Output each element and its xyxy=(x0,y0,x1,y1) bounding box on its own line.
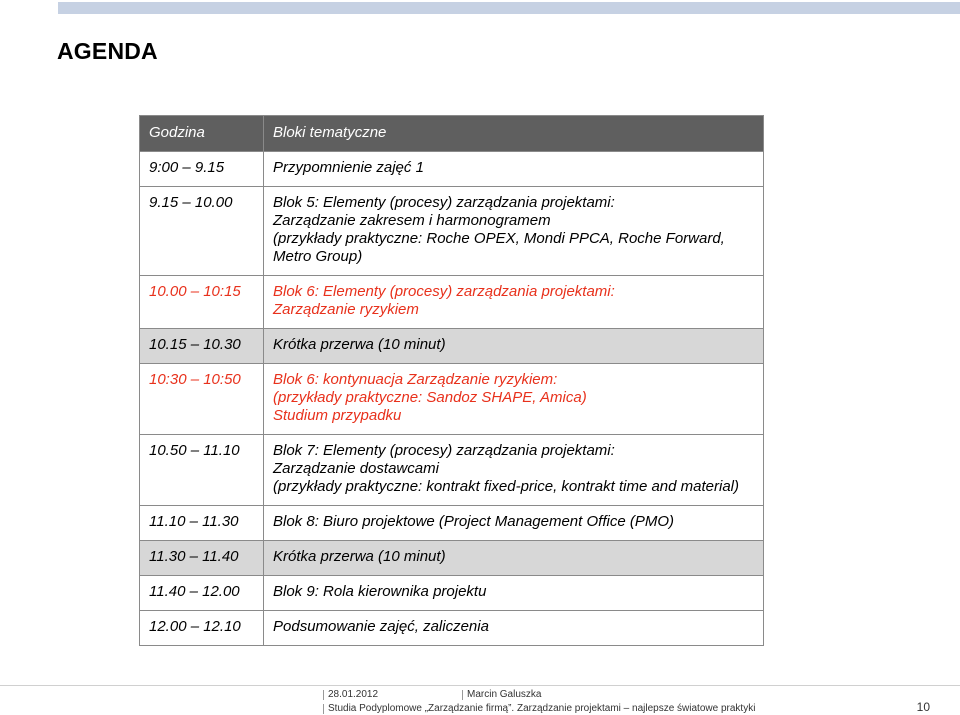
topic-line: Krótka przerwa (10 minut) xyxy=(273,548,446,565)
table-row xyxy=(140,329,764,364)
time-cell: 11.10 – 11.30 xyxy=(140,506,264,541)
topic-line: Blok 9: Rola kierownika projektu xyxy=(273,583,487,600)
topic-line: Blok 7: Elementy (procesy) zarządzania projektami: xyxy=(273,442,615,459)
table-row xyxy=(140,276,764,329)
agenda-body xyxy=(140,152,764,646)
topic-cell xyxy=(264,329,764,364)
footer-separator xyxy=(323,704,324,714)
table-row xyxy=(140,435,764,506)
footer-date: 28.01.2012 xyxy=(328,689,379,700)
topic-cell xyxy=(264,576,764,611)
slide-title: AGENDA xyxy=(57,38,158,64)
topic-cell xyxy=(264,506,764,541)
topic-line: Zarządzanie zakresem i harmonogramem xyxy=(273,212,551,229)
topic-line: Metro Group) xyxy=(273,248,363,265)
topic-cell xyxy=(264,152,764,187)
topic-line: (przykłady praktyczne: Roche OPEX, Mondi PPCA, Roche Forward, xyxy=(273,230,725,247)
topic-line: (przykłady praktyczne: kontrakt fixed-price, kontrakt time and material) xyxy=(273,478,740,495)
header-time: Godzina xyxy=(140,116,264,152)
footer-separator xyxy=(462,690,463,700)
topic-line: Blok 6: Elementy (procesy) zarządzania projektami: xyxy=(273,283,615,300)
topic-cell xyxy=(264,435,764,506)
footer-author: Marcin Galuszka xyxy=(467,689,542,700)
time-cell: 10.50 – 11.10 xyxy=(140,435,264,506)
topic-cell xyxy=(264,187,764,276)
topic-line: Zarządzanie dostawcami xyxy=(273,460,439,477)
time-cell: 11.40 – 12.00 xyxy=(140,576,264,611)
topic-cell xyxy=(264,276,764,329)
time-cell: 10.00 – 10:15 xyxy=(140,276,264,329)
footer-course: Studia Podyplomowe „Zarządzanie firmą”. Zarządzanie projektami – najlepsze światowe praktyki xyxy=(328,703,756,714)
topic-cell xyxy=(264,364,764,435)
time-cell: 12.00 – 12.10 xyxy=(140,611,264,646)
topic-line: (przykłady praktyczne: Sandoz SHAPE, Amica) xyxy=(273,389,587,406)
footer-divider xyxy=(0,685,960,686)
agenda-table xyxy=(139,115,764,646)
top-accent-bar xyxy=(58,2,960,14)
topic-line: Blok 6: kontynuacja Zarządzanie ryzykiem: xyxy=(273,371,558,388)
topic-cell xyxy=(264,611,764,646)
topic-line: Blok 8: Biuro projektowe (Project Management Office (PMO) xyxy=(273,513,674,530)
topic-line: Przypomnienie zajęć 1 xyxy=(273,159,424,176)
time-cell: 11.30 – 11.40 xyxy=(140,541,264,576)
header-topic: Bloki tematyczne xyxy=(264,116,764,152)
topic-line: Podsumowanie zajęć, zaliczenia xyxy=(273,618,489,635)
time-cell: 10:30 – 10:50 xyxy=(140,364,264,435)
time-cell: 10.15 – 10.30 xyxy=(140,329,264,364)
footer-separator xyxy=(323,690,324,700)
table-row xyxy=(140,506,764,541)
table-row xyxy=(140,187,764,276)
topic-line: Studium przypadku xyxy=(273,407,402,424)
table-row xyxy=(140,611,764,646)
table-row xyxy=(140,541,764,576)
page-number: 10 xyxy=(916,700,930,714)
time-cell: 9:00 – 9.15 xyxy=(140,152,264,187)
table-header-row xyxy=(140,116,764,152)
table-row xyxy=(140,152,764,187)
table-row xyxy=(140,364,764,435)
topic-line: Zarządzanie ryzykiem xyxy=(273,301,419,318)
table-row xyxy=(140,576,764,611)
time-cell: 9.15 – 10.00 xyxy=(140,187,264,276)
topic-cell xyxy=(264,541,764,576)
topic-line: Krótka przerwa (10 minut) xyxy=(273,336,446,353)
topic-line: Blok 5: Elementy (procesy) zarządzania projektami: xyxy=(273,194,615,211)
